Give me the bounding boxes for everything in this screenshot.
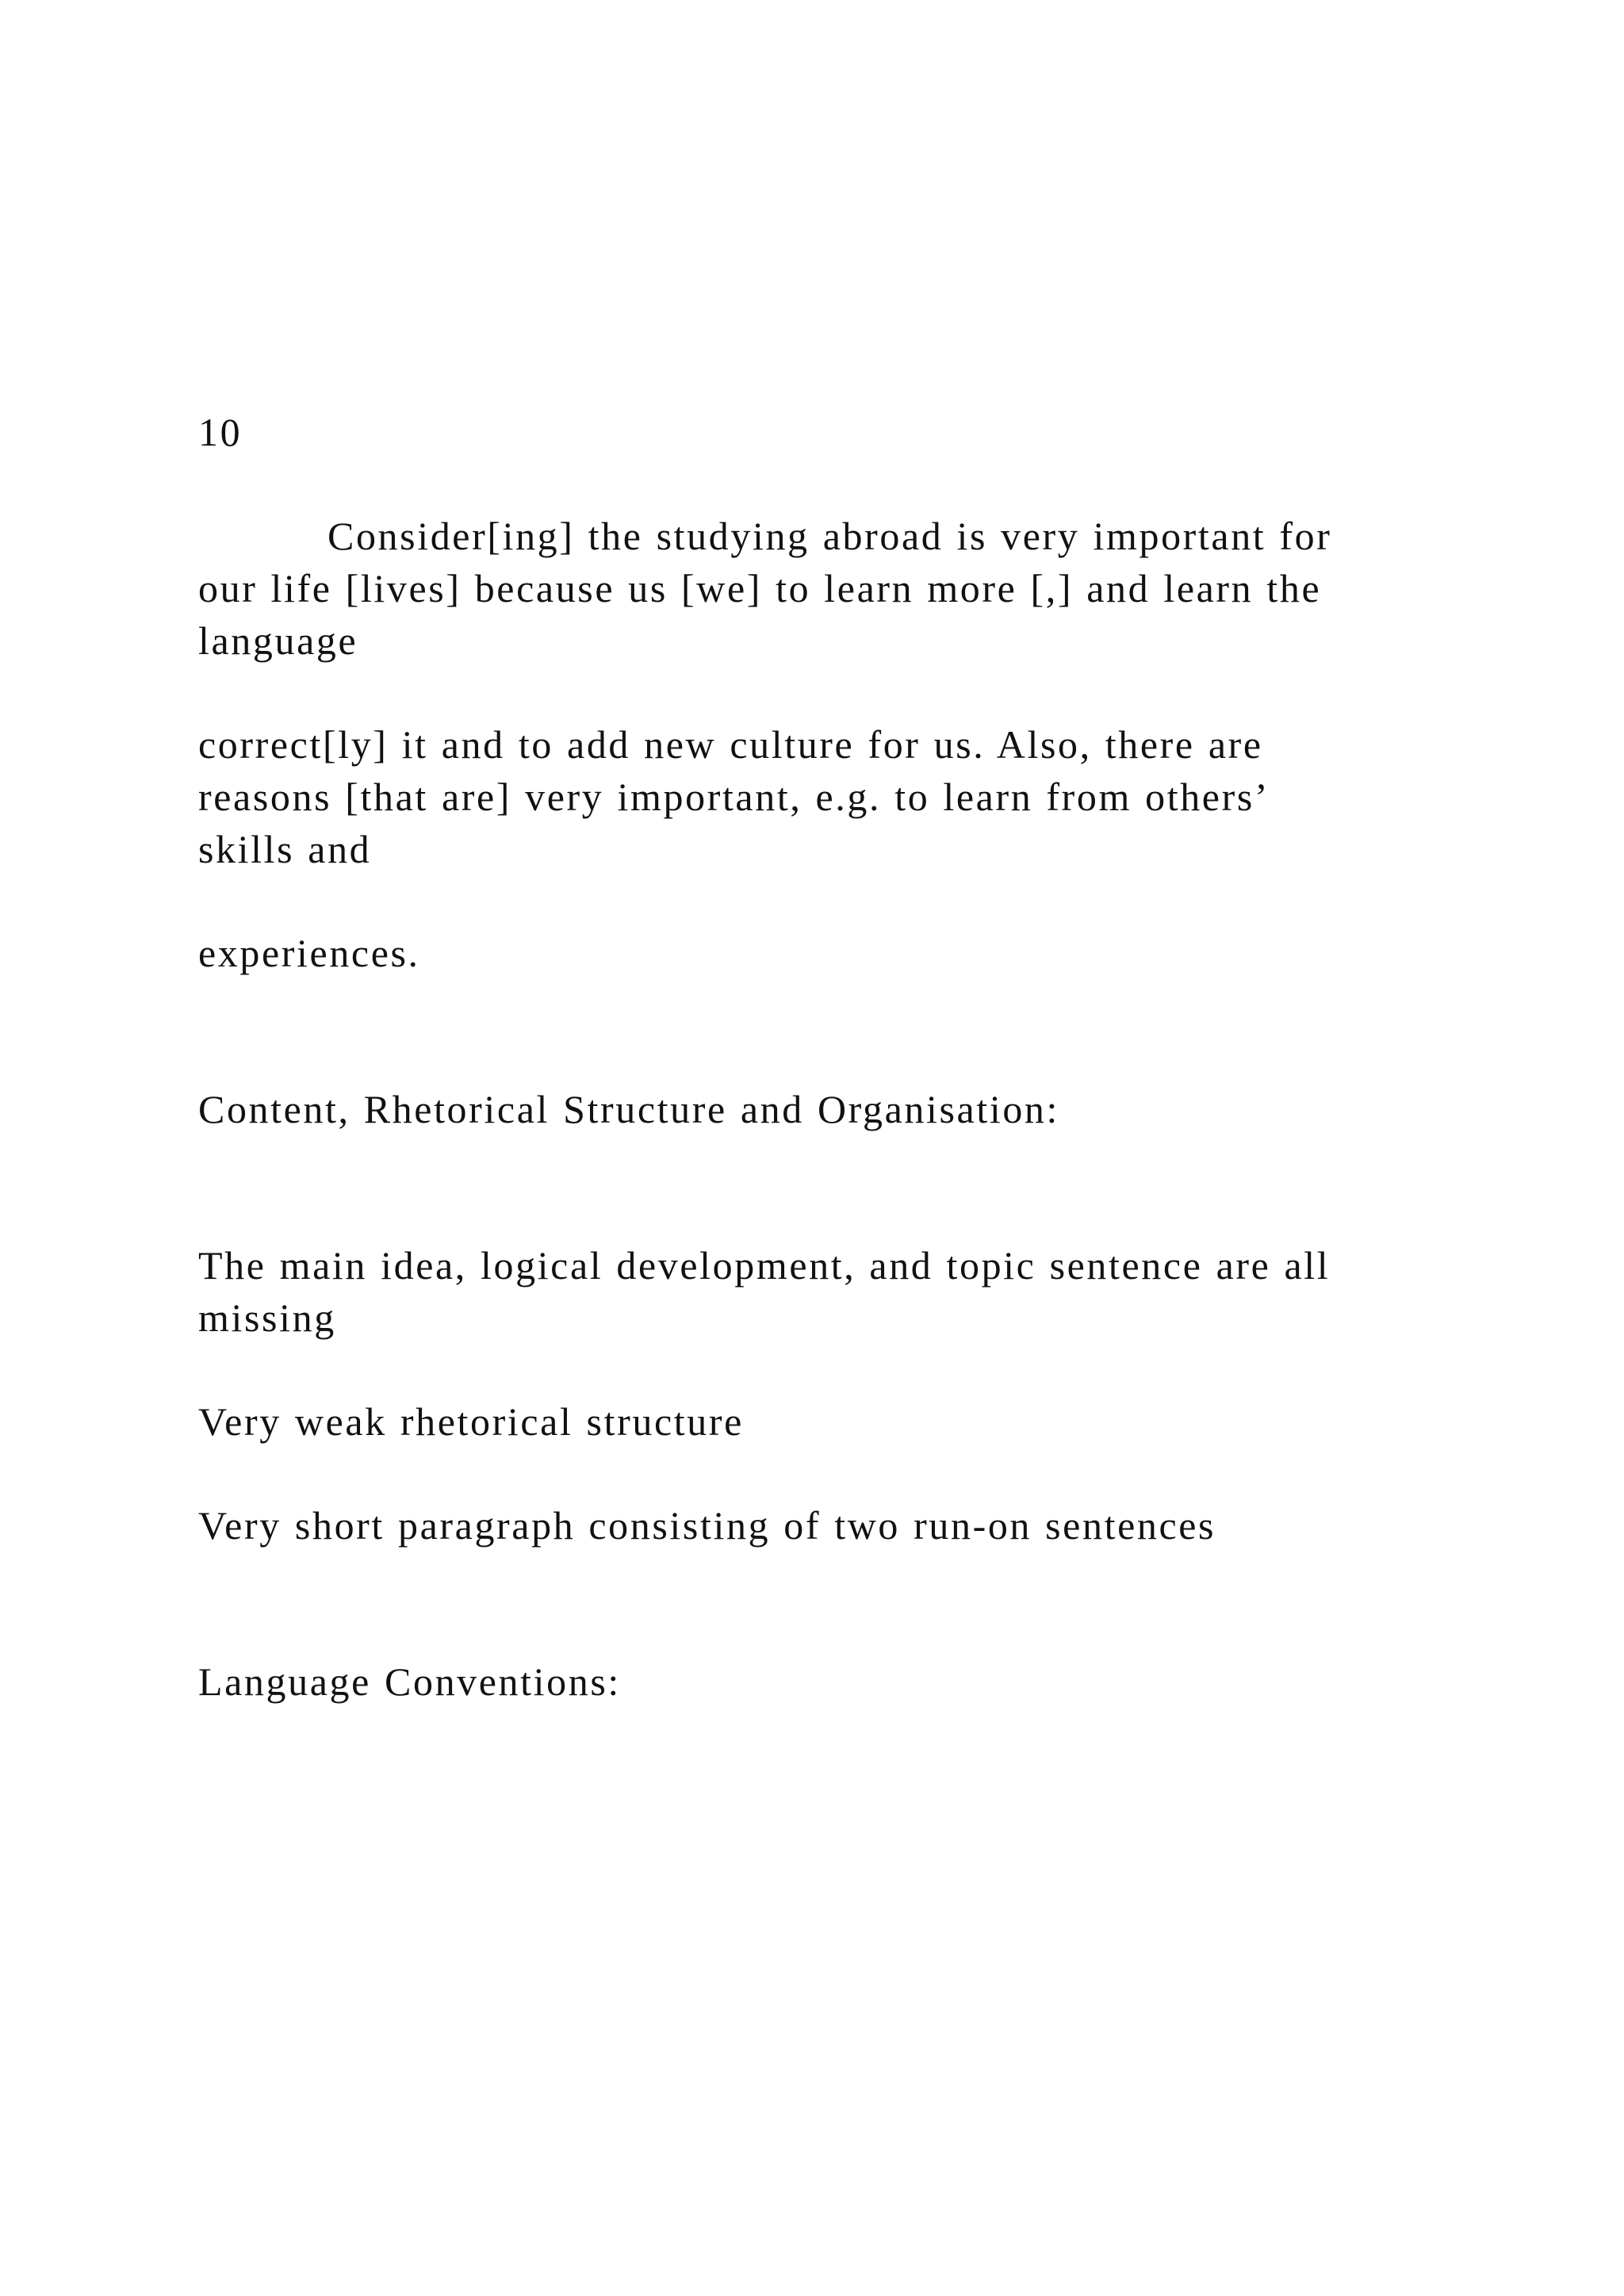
essay-line: language xyxy=(198,618,358,663)
section-heading-language: Language Conventions: xyxy=(198,1659,621,1704)
essay-line: experiences. xyxy=(198,931,420,975)
essay-line: skills and xyxy=(198,827,372,871)
section-heading-content: Content, Rhetorical Structure and Organisation: xyxy=(198,1087,1060,1131)
feedback-comment: missing xyxy=(198,1295,336,1340)
essay-line: Consider[ing] the studying abroad is very important for xyxy=(327,514,1332,558)
essay-line: our life [lives] because us [we] to learn more [,] and learn the xyxy=(198,566,1322,610)
essay-line: correct[ly] it and to add new culture for us. Also, there are xyxy=(198,722,1263,767)
feedback-comment: Very short paragraph consisting of two run-on sentences xyxy=(198,1503,1216,1548)
essay-line: reasons [that are] very important, e.g. to learn from others’ xyxy=(198,775,1270,819)
page-number: 10 xyxy=(198,410,243,454)
feedback-comment: The main idea, logical development, and topic sentence are all xyxy=(198,1243,1331,1288)
feedback-comment: Very weak rhetorical structure xyxy=(198,1399,744,1444)
